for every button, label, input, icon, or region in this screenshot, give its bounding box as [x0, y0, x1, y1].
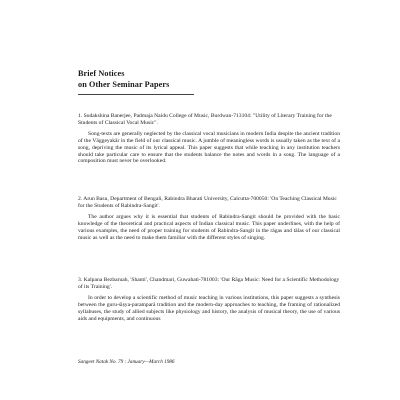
notice-abstract: The author argues why it is essential that students of Rabindra-Sangit should be provided with the basic knowledge of the theoretical and practical aspects of Indian classical music. This paper underlines, with the help of various examples, the need of proper training for students of Rabindra-Sangit in the rāgas and tālas of our classical music as well as the need to make them familiar with the different styles of singing. — [78, 214, 340, 241]
notice-author-line: 3. Kalpana Bezbaruah, 'Shanti', Chandmari, Guwahati-781003: 'Our Rāga Music: Need for a Scientific Methodology of its Training'. — [78, 277, 340, 290]
heading-line-2: on Other Seminar Papers — [78, 79, 170, 89]
heading-line-1: Brief Notices — [78, 69, 125, 78]
notice-author-line: 2. Arun Basu, Department of Bengali, Rabindra Bharati University, Calcutta-700050: 'On Teaching Classical Music for the Students of Rabindra-Sangit'. — [78, 196, 337, 209]
notice-entry-2 — [78, 196, 340, 241]
page-footer: Sangeet Natak No. 79 : January—March 1986 — [78, 359, 175, 365]
section-heading — [78, 69, 169, 90]
notice-entry-3 — [78, 277, 340, 322]
heading-rule — [78, 94, 194, 95]
notice-author-line: 1. Sudakshina Banerjee, Padmaja Naidu College of Music, Burdwan-713104: "Utility of Literary Training for the Students of Classical Vocal Music". — [78, 113, 332, 126]
notice-entry-1 — [78, 113, 340, 165]
notice-abstract: Song-texts are generally neglected by the classical vocal musicians in modern India despite the ancient tradition of the Vāggeyakār in the field of our classical music. A jumble of meaningless words is usually taken as the text of a song, depriving the music of its lyrical appeal. This paper suggests that while teaching in any institution teachers should take particular care to ensure that the students balance the notes and words in a song. The language of a composition must never be overlooked. — [78, 131, 340, 165]
notice-abstract: In order to develop a scientific method of music teaching in various institutions, this paper suggests a synthesis between the guru-śiṣya-paramparā tradition and the modern-day approaches to teaching, the framing of rationalized syllabuses, the study of allied subjects like physiology and history, the analysis of musical theory, the use of various aids and equipments, and continuous — [78, 295, 340, 322]
